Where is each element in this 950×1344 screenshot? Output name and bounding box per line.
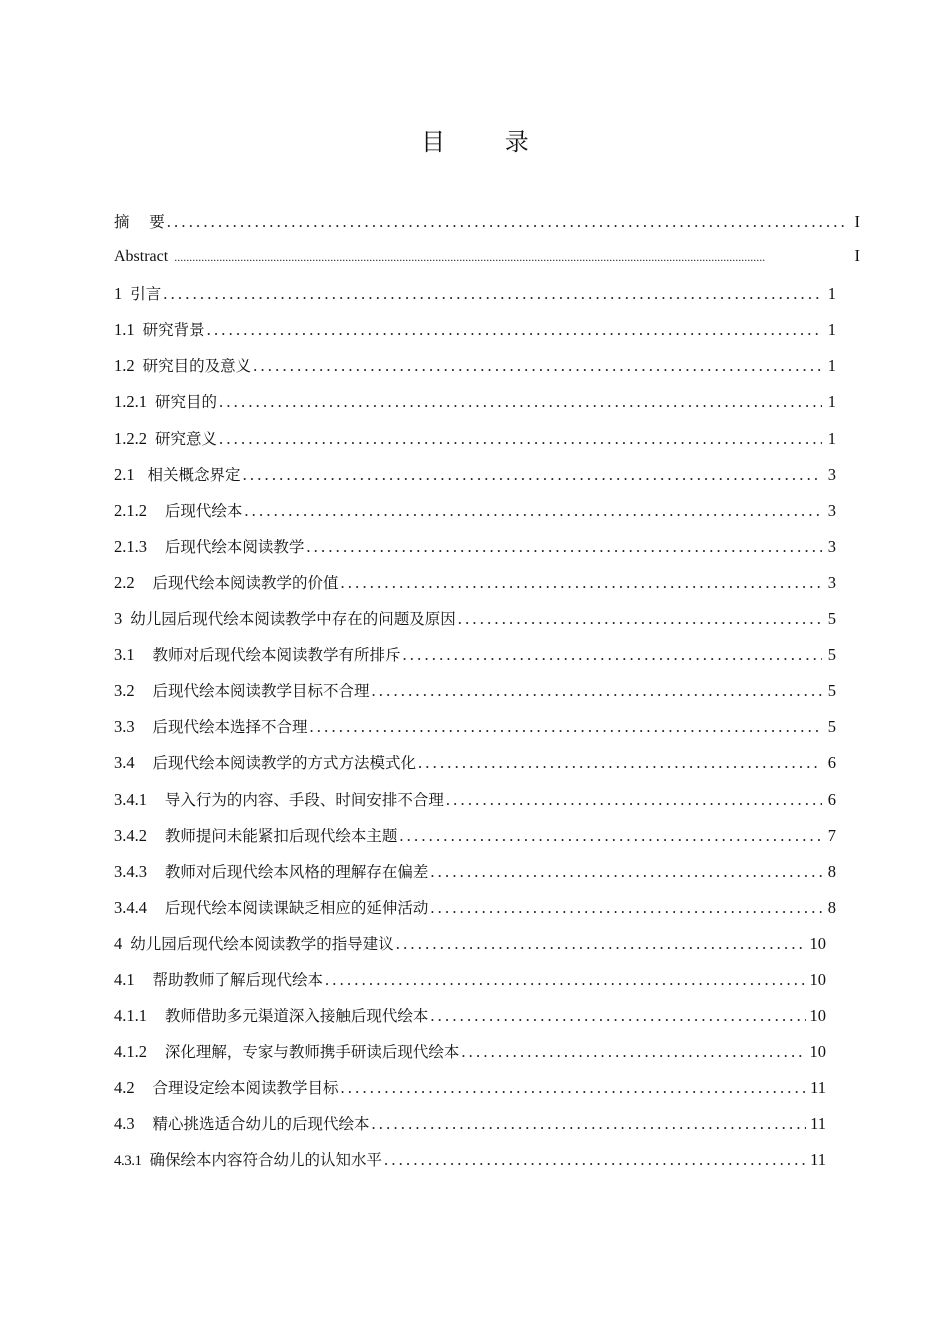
toc-entry-3-2[interactable]: [114, 679, 836, 715]
toc-entry-number: 1.2: [114, 356, 135, 376]
toc-entry-label: 相关概念界定: [142, 465, 241, 484]
toc-entry-label: 幼儿园后现代绘本阅读教学的指导建议: [130, 934, 394, 953]
toc-leader-dots: [399, 826, 822, 846]
toc-entry-label: 后现代绘本阅读教学的价值: [142, 573, 339, 592]
toc-leader-dots: [402, 645, 822, 665]
toc-entry-3[interactable]: [114, 607, 836, 643]
toc-entry-page: 1: [827, 428, 836, 448]
toc-entry-4-1-2[interactable]: [114, 1040, 826, 1076]
toc-entry-abstract-cn[interactable]: [114, 210, 860, 246]
toc-entry-page: 5: [827, 717, 836, 737]
toc-entry-page: 3: [827, 536, 836, 556]
toc-entry-label: 帮助教师了解后现代绘本: [142, 970, 323, 989]
toc-leader-dots: [219, 392, 822, 412]
toc-entry-page: 5: [827, 645, 836, 665]
toc-entry-label: 后现代绘本阅读课缺乏相应的延伸活动: [155, 898, 429, 917]
toc-entry-label: 后现代绘本阅读教学目标不合理: [142, 682, 370, 701]
toc-entry-number: 3.2: [114, 681, 135, 701]
toc-leader-dots: [458, 609, 822, 629]
toc-entry-number: 3: [114, 609, 123, 629]
toc-entry-page: 10: [809, 933, 826, 953]
toc-entry-3-1[interactable]: [114, 643, 836, 679]
toc-leader-dots: [243, 465, 822, 485]
toc-entry-1-2[interactable]: [114, 354, 836, 390]
toc-entry-number: 3.4.1: [114, 789, 147, 809]
toc-entry-label: 后现代绘本阅读教学: [155, 537, 305, 556]
toc-entry-number: 1.2.1: [114, 392, 147, 412]
toc-entry-1-2-2[interactable]: [114, 427, 836, 463]
toc-entry-number: 4.3.1: [114, 1153, 142, 1170]
toc-entry-label: 引言: [130, 285, 162, 304]
toc-entry-page: 6: [827, 753, 836, 773]
toc-leader-dots: [163, 284, 822, 304]
toc-entry-2-1-3[interactable]: [114, 535, 836, 571]
toc-entry-4-2[interactable]: [114, 1076, 826, 1112]
toc-entry-label: 后现代绘本选择不合理: [142, 718, 308, 737]
toc-entry-label: 教师借助多元渠道深入接触后现代绘本: [155, 1007, 429, 1026]
toc-entry-number: 3.4.3: [114, 861, 147, 881]
toc-leader-dots: [461, 1042, 805, 1062]
toc-entry-label: 精心挑选适合幼儿的后现代绘本: [142, 1115, 370, 1134]
toc-entry-page: 1: [827, 356, 836, 376]
toc-entry-number: 4.2: [114, 1078, 135, 1098]
toc-leader-dots: [306, 537, 822, 557]
toc-entry-4-3[interactable]: [114, 1112, 826, 1148]
toc-entry-page: 10: [809, 1006, 826, 1026]
toc-entry-label: 教师对后现代绘本风格的理解存在偏差: [155, 862, 429, 881]
toc-entry-3-3[interactable]: [114, 715, 836, 751]
toc-entry-page: 3: [827, 572, 836, 592]
toc-entry-label: 研究背景: [142, 321, 205, 340]
toc-entry-3-4-3[interactable]: [114, 860, 836, 896]
table-of-contents: [114, 210, 860, 1185]
toc-entry-page: 11: [810, 1078, 826, 1098]
toc-entry-number: 1: [114, 284, 123, 304]
toc-entry-4-3-1[interactable]: [114, 1148, 826, 1184]
toc-leader-dots: [384, 1150, 806, 1170]
toc-entry-number: 4.1: [114, 969, 135, 989]
toc-entry-number: 3.4.2: [114, 825, 147, 845]
toc-entry-page: 5: [827, 681, 836, 701]
toc-entry-page: 7: [827, 825, 836, 845]
toc-entry-label: 合理设定绘本阅读教学目标: [142, 1079, 339, 1098]
toc-entry-number: 3.4: [114, 753, 135, 773]
toc-entry-page: 10: [809, 969, 826, 989]
toc-leader-dots: [430, 1006, 805, 1026]
toc-entry-number: 4.1.1: [114, 1006, 147, 1026]
toc-leader-dots: [340, 573, 822, 593]
toc-entry-page: 5: [827, 609, 836, 629]
toc-entry-label: 教师提问未能紧扣后现代绘本主题: [155, 826, 398, 845]
toc-leader-dots: [396, 934, 806, 954]
toc-entry-4-1[interactable]: [114, 968, 826, 1004]
toc-entry-label: 研究目的及意义: [142, 357, 252, 376]
toc-leader-dots: [418, 753, 822, 773]
toc-leader-dots: [325, 970, 806, 990]
toc-entry-page: 8: [827, 897, 836, 917]
toc-entry-page: 11: [810, 1114, 826, 1134]
toc-entry-number: 1.2.2: [114, 428, 147, 448]
toc-entry-label: Abstract: [114, 248, 169, 266]
toc-entry-label: 幼儿园后现代绘本阅读教学中存在的问题及原因: [130, 610, 456, 629]
toc-entry-label: 研究意义: [155, 429, 218, 448]
toc-leader-dots: [167, 212, 846, 232]
toc-entry-page: I: [854, 246, 860, 266]
toc-entry-number: 4.3: [114, 1114, 135, 1134]
toc-entry-number: 3.1: [114, 645, 135, 665]
toc-entry-number: 4.1.2: [114, 1042, 147, 1062]
toc-entry-number: 2.1.3: [114, 536, 147, 556]
toc-entry-abstract-en[interactable]: [114, 246, 860, 282]
toc-entry-3-4-2[interactable]: [114, 824, 836, 860]
toc-leader-dots: [253, 356, 822, 376]
toc-entry-number: 3.3: [114, 717, 135, 737]
toc-entry-number: 4: [114, 933, 123, 953]
toc-entry-label: 后现代绘本: [155, 501, 243, 520]
toc-leader-dots: [207, 320, 822, 340]
toc-entry-2-2[interactable]: [114, 571, 836, 607]
toc-entry-2-1-2[interactable]: [114, 499, 836, 535]
toc-entry-4-1-1[interactable]: [114, 1004, 826, 1040]
page-title: 目 录: [421, 128, 555, 156]
toc-entry-label: 深化理解，专家与教师携手研读后现代绘本: [155, 1043, 460, 1062]
toc-entry-label: 教师对后现代绘本阅读教学有所排斥: [142, 646, 401, 665]
toc-entry-number: 2.2: [114, 572, 135, 592]
toc-entry-number: 3.4.4: [114, 897, 147, 917]
toc-entry-1[interactable]: [114, 282, 836, 318]
toc-entry-label: 摘 要: [114, 213, 165, 231]
toc-leader-dots: [219, 429, 822, 449]
toc-entry-page: 8: [827, 861, 836, 881]
toc-entry-3-4-4[interactable]: [114, 896, 836, 932]
toc-entry-2-1[interactable]: [114, 463, 836, 499]
toc-leader-dots: [174, 250, 846, 265]
toc-entry-page: 3: [827, 464, 836, 484]
toc-entry-page: 11: [810, 1150, 826, 1170]
toc-entry-4[interactable]: [114, 932, 826, 968]
toc-entry-3-4-1[interactable]: [114, 788, 836, 824]
toc-entry-page: 10: [809, 1042, 826, 1062]
toc-entry-label: 后现代绘本阅读教学的方式方法模式化: [142, 754, 416, 773]
toc-entry-1-1[interactable]: [114, 318, 836, 354]
toc-entry-label: 导入行为的内容、手段、时间安排不合理: [155, 790, 444, 809]
toc-entry-number: 2.1.2: [114, 500, 147, 520]
toc-entry-label: 研究目的: [155, 393, 218, 412]
toc-leader-dots: [430, 898, 822, 918]
toc-leader-dots: [340, 1078, 806, 1098]
toc-entry-page: I: [854, 212, 860, 231]
toc-leader-dots: [371, 1114, 806, 1134]
toc-leader-dots: [309, 717, 822, 737]
toc-entry-1-2-1[interactable]: [114, 390, 836, 426]
toc-leader-dots: [430, 862, 822, 882]
toc-entry-page: 1: [827, 392, 836, 412]
toc-entry-number: 2.1: [114, 464, 135, 484]
toc-leader-dots: [244, 501, 822, 521]
toc-entry-page: 1: [827, 320, 836, 340]
toc-entry-3-4[interactable]: [114, 751, 836, 787]
toc-leader-dots: [371, 681, 822, 701]
toc-entry-page: 1: [827, 284, 836, 304]
toc-leader-dots: [446, 790, 822, 810]
toc-entry-number: 1.1: [114, 320, 135, 340]
toc-entry-page: 6: [827, 789, 836, 809]
toc-entry-page: 3: [827, 500, 836, 520]
toc-entry-label: 确保绘本内容符合幼儿的认知水平: [149, 1151, 383, 1170]
